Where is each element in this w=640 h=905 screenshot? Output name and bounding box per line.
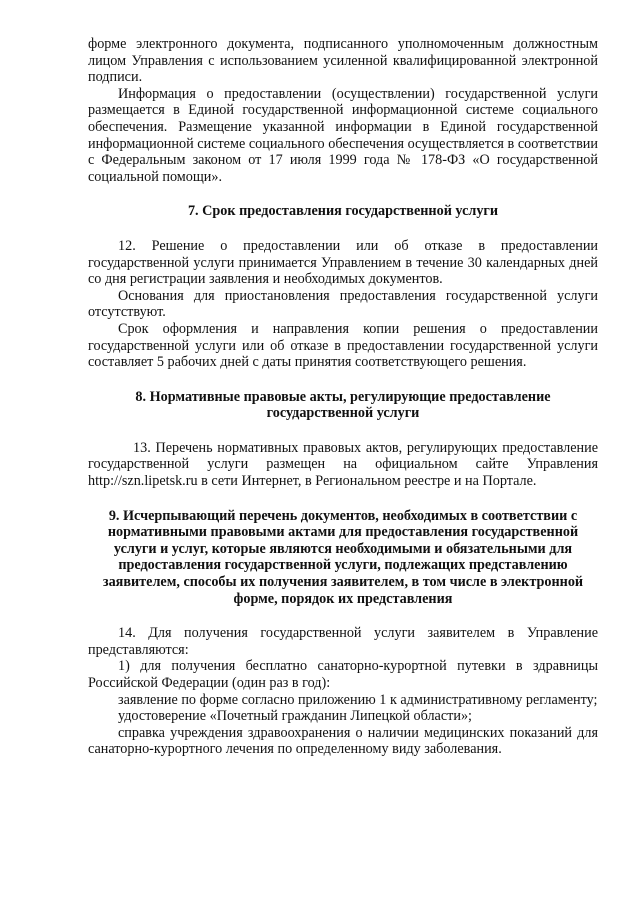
paragraph-info: Информация о предоставлении (осуществлении) государственной услуги размещается в Единой государственной информационной системе социального обеспечения. Размещение указанной информации в Единой государственной информационной системе социального обеспечения осуществляется в соответствии с Федеральным законом от 17 июля 1999 года № 178-ФЗ «О государственной социальной помощи».	[88, 85, 598, 185]
spacer	[88, 185, 598, 203]
list-item-certificate: удостоверение «Почетный гражданин Липецкой области»;	[118, 708, 472, 725]
spacer	[88, 490, 598, 508]
paragraph-continuation: форме электронного документа, подписанного уполномоченным должностным лицом Управления с использованием усиленной квалифицированной электронной подписи.	[88, 36, 598, 86]
document-page	[88, 36, 598, 758]
paragraph-suspension: Основания для приостановления предоставления государственной услуги отсутствуют.	[88, 287, 598, 321]
paragraph-term: Срок оформления и направления копии решения о предоставлении государственной услуги или об отказе в предоставлении государственной услуги составляет 5 рабочих дней с даты принятия соответствующего решения.	[88, 320, 598, 371]
section-7-heading: 7. Срок предоставления государственной услуги	[187, 203, 499, 220]
paragraph-14: 14. Для получения государственной услуги заявителем в Управление представляются:	[88, 625, 598, 658]
spacer	[88, 220, 598, 238]
section-8-heading-line2: государственной услуги	[266, 405, 420, 422]
spacer	[88, 371, 598, 389]
spacer	[88, 607, 598, 625]
paragraph-12: 12. Решение о предоставлении или об отказе в предоставлении государственной услуги принимается Управлением в течение 30 календарных дней со дня регистрации заявления и необходимых документов.	[88, 237, 598, 288]
list-item-1: 1) для получения бесплатно санаторно-курортной путевки в здравницы Российской Федерации (один раз в год):	[88, 658, 598, 691]
paragraph-13: 13. Перечень нормативных правовых актов, регулирующих предоставление государственной услуги размещен на официальном сайте Управления http://szn.lipetsk.ru в сети Интернет, в Региональном реестре и на Портале.	[88, 439, 598, 490]
list-item-application: заявление по форме согласно приложению 1 к административному регламенту;	[118, 691, 598, 708]
list-item-medical: справка учреждения здравоохранения о наличии медицинских показаний для санаторно-курортного лечения по определенному виду заболевания.	[88, 724, 598, 758]
section-8-heading-line1: 8. Нормативные правовые акты, регулирующие предоставление	[135, 388, 551, 405]
spacer	[88, 422, 598, 440]
section-8-heading	[88, 389, 598, 422]
section-9-heading: 9. Исчерпывающий перечень документов, необходимых в соответствии с нормативными правовыми актами для предоставления государственной услуги и услуг, которые являются необходимыми и обязательными для предоставления государственной услуги, подлежащих представлению заявителем, способы их получения заявителем, в том числе в электронной форме, порядок их представления	[102, 507, 584, 607]
